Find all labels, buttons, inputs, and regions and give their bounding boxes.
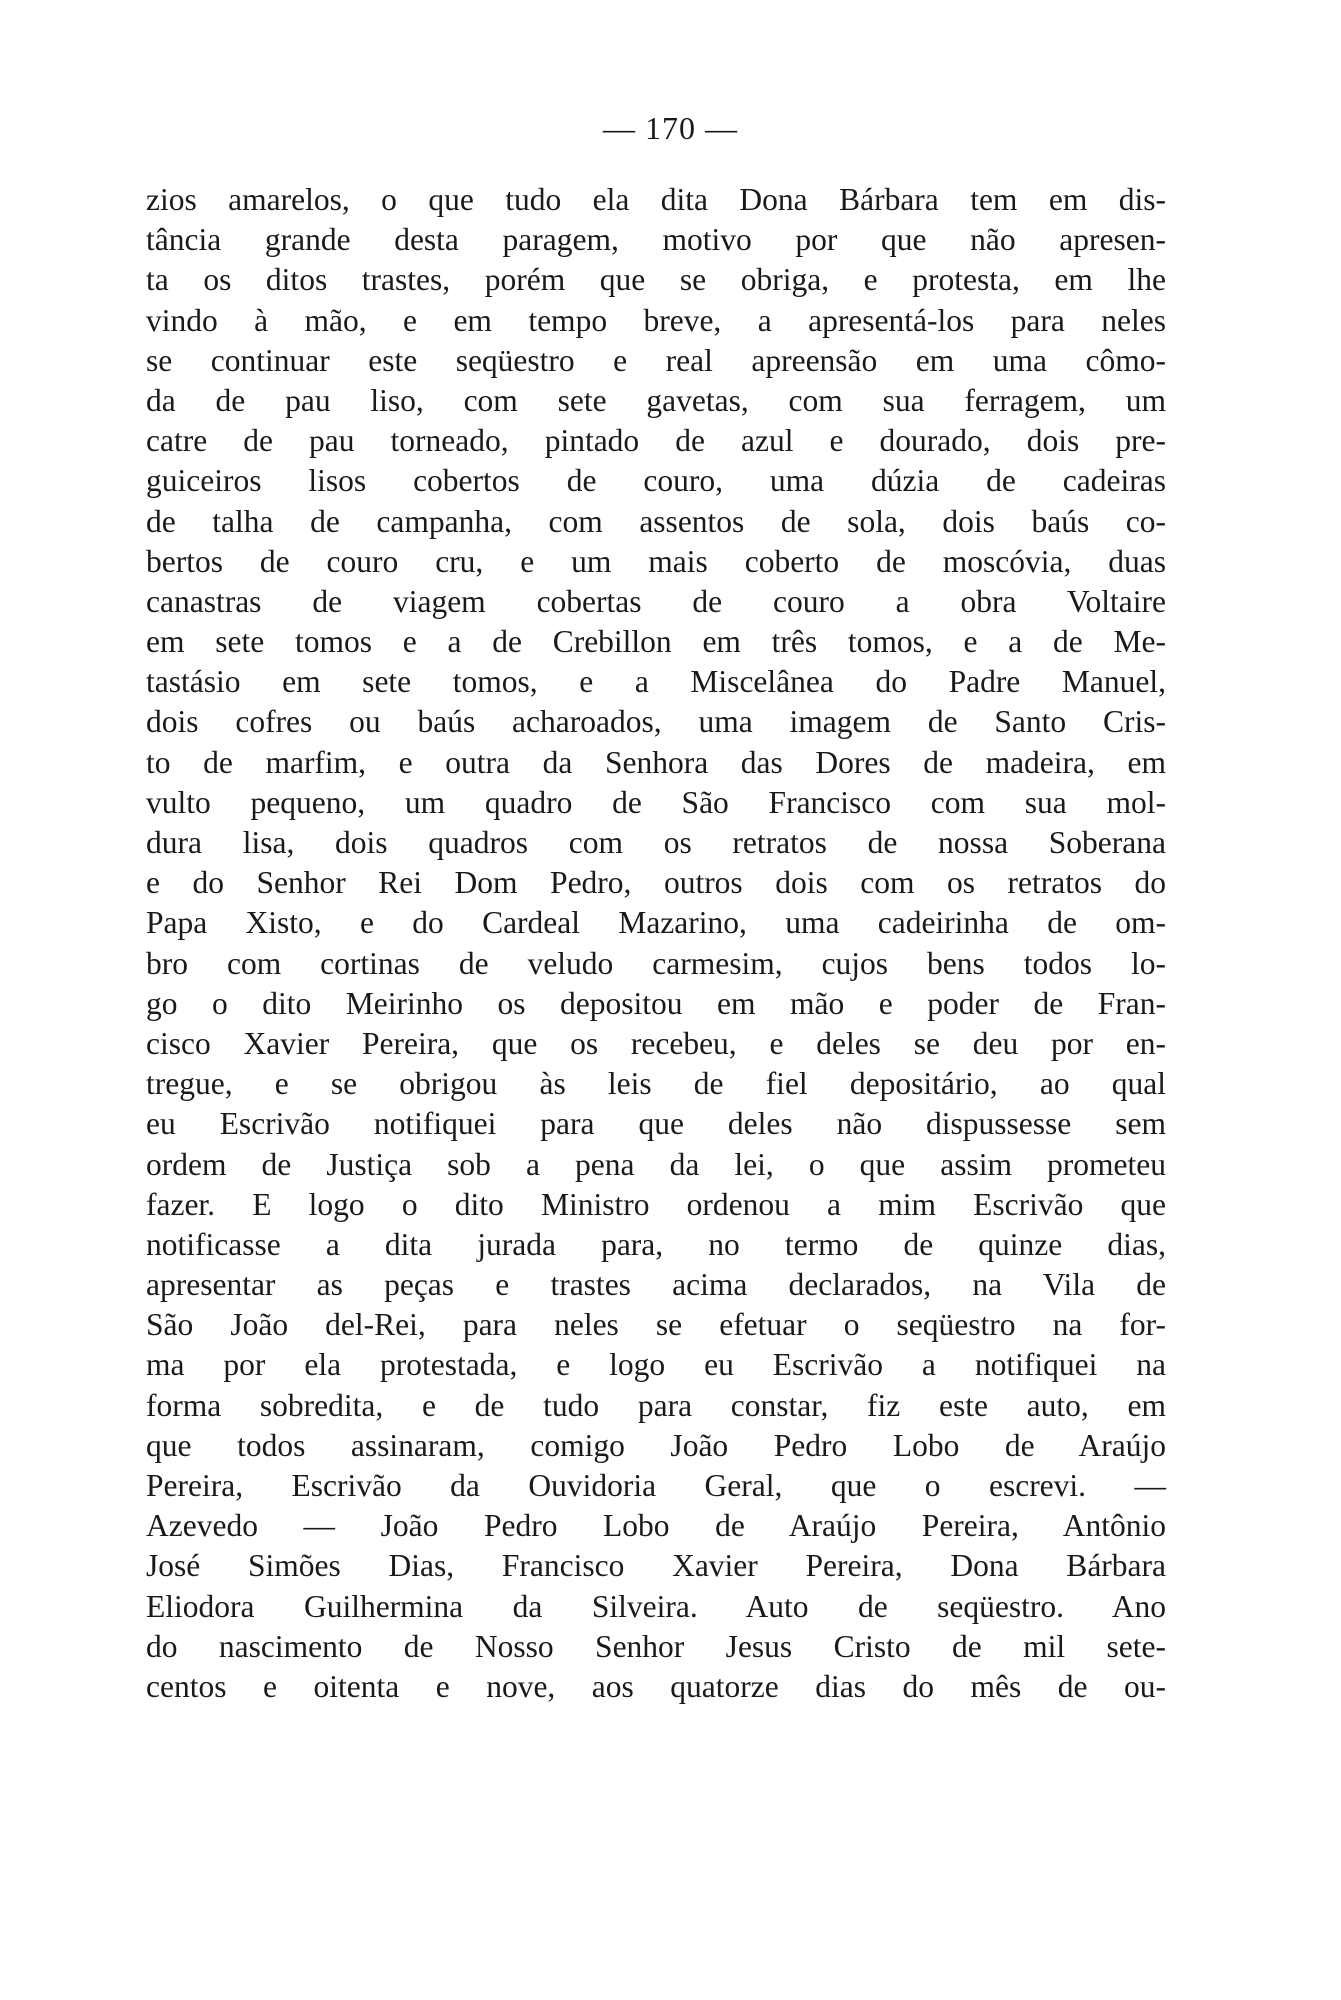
text-line: canastras de viagem cobertas de couro a obra Voltaire	[146, 583, 1166, 619]
text-line: ordem de Justiça sob a pena da lei, o que assim prometeu	[146, 1146, 1166, 1182]
text-line: guiceiros lisos cobertos de couro, uma dúzia de cadeiras	[146, 463, 1166, 499]
text-line: go o dito Meirinho os depositou em mão e poder de Fran-	[146, 985, 1166, 1021]
text-line: se continuar este seqüestro e real apreensão em uma cômo-	[146, 342, 1166, 378]
text-line: da de pau liso, com sete gavetas, com sua ferragem, um	[146, 382, 1166, 418]
text-line: de talha de campanha, com assentos de sola, dois baús co-	[146, 503, 1166, 539]
text-line: Azevedo — João Pedro Lobo de Araújo Pereira, Antônio	[146, 1508, 1166, 1544]
text-line: apresentar as peças e trastes acima declarados, na Vila de	[146, 1267, 1166, 1303]
text-line: Papa Xisto, e do Cardeal Mazarino, uma cadeirinha de om-	[146, 905, 1166, 941]
body-text	[146, 180, 1166, 1707]
text-line: dois cofres ou baús acharoados, uma imagem de Santo Cris-	[146, 704, 1166, 740]
text-line: vulto pequeno, um quadro de São Francisco com sua mol-	[146, 784, 1166, 820]
text-line: Eliodora Guilhermina da Silveira. Auto de seqüestro. Ano	[146, 1588, 1166, 1624]
text-line: bertos de couro cru, e um mais coberto de moscóvia, duas	[146, 543, 1166, 579]
text-line: ma por ela protestada, e logo eu Escrivão a notifiquei na	[146, 1347, 1166, 1383]
text-line: centos e oitenta e nove, aos quatorze dias do mês de ou-	[146, 1668, 1166, 1704]
text-line: dura lisa, dois quadros com os retratos de nossa Soberana	[146, 825, 1166, 860]
text-line: fazer. E logo o dito Ministro ordenou a mim Escrivão que	[146, 1186, 1166, 1222]
text-line: José Simões Dias, Francisco Xavier Pereira, Dona Bárbara	[146, 1548, 1166, 1584]
text-line: e do Senhor Rei Dom Pedro, outros dois com os retratos do	[146, 865, 1166, 901]
text-line: tregue, e se obrigou às leis de fiel depositário, ao qual	[146, 1066, 1166, 1102]
text-line: notificasse a dita jurada para, no termo de quinze dias,	[146, 1226, 1166, 1262]
text-line: ta os ditos trastes, porém que se obriga, e protesta, em lhe	[146, 262, 1166, 298]
text-line: do nascimento de Nosso Senhor Jesus Cristo de mil sete-	[146, 1628, 1166, 1664]
text-line: Pereira, Escrivão da Ouvidoria Geral, que o escrevi. —	[146, 1468, 1166, 1503]
text-line: tastásio em sete tomos, e a Miscelânea do Padre Manuel,	[146, 664, 1166, 700]
text-line: zios amarelos, o que tudo ela dita Dona Bárbara tem em dis-	[146, 182, 1166, 217]
text-line: cisco Xavier Pereira, que os recebeu, e deles se deu por en-	[146, 1025, 1166, 1061]
text-line: to de marfim, e outra da Senhora das Dores de madeira, em	[146, 744, 1166, 780]
text-line: em sete tomos e a de Crebillon em três tomos, e a de Me-	[146, 624, 1166, 660]
text-line: tância grande desta paragem, motivo por que não apresen-	[146, 222, 1166, 258]
page-number: — 170 —	[603, 110, 738, 146]
text-line: bro com cortinas de veludo carmesim, cujos bens todos lo-	[146, 945, 1166, 981]
text-line: forma sobredita, e de tudo para constar, fiz este auto, em	[146, 1387, 1166, 1423]
text-line: que todos assinaram, comigo João Pedro Lobo de Araújo	[146, 1427, 1166, 1463]
text-line: eu Escrivão notifiquei para que deles não dispussesse sem	[146, 1106, 1166, 1142]
text-line: catre de pau torneado, pintado de azul e dourado, dois pre-	[146, 423, 1166, 459]
text-line: vindo à mão, e em tempo breve, a apresentá-los para neles	[146, 302, 1166, 338]
text-line: São João del-Rei, para neles se efetuar o seqüestro na for-	[146, 1307, 1166, 1343]
